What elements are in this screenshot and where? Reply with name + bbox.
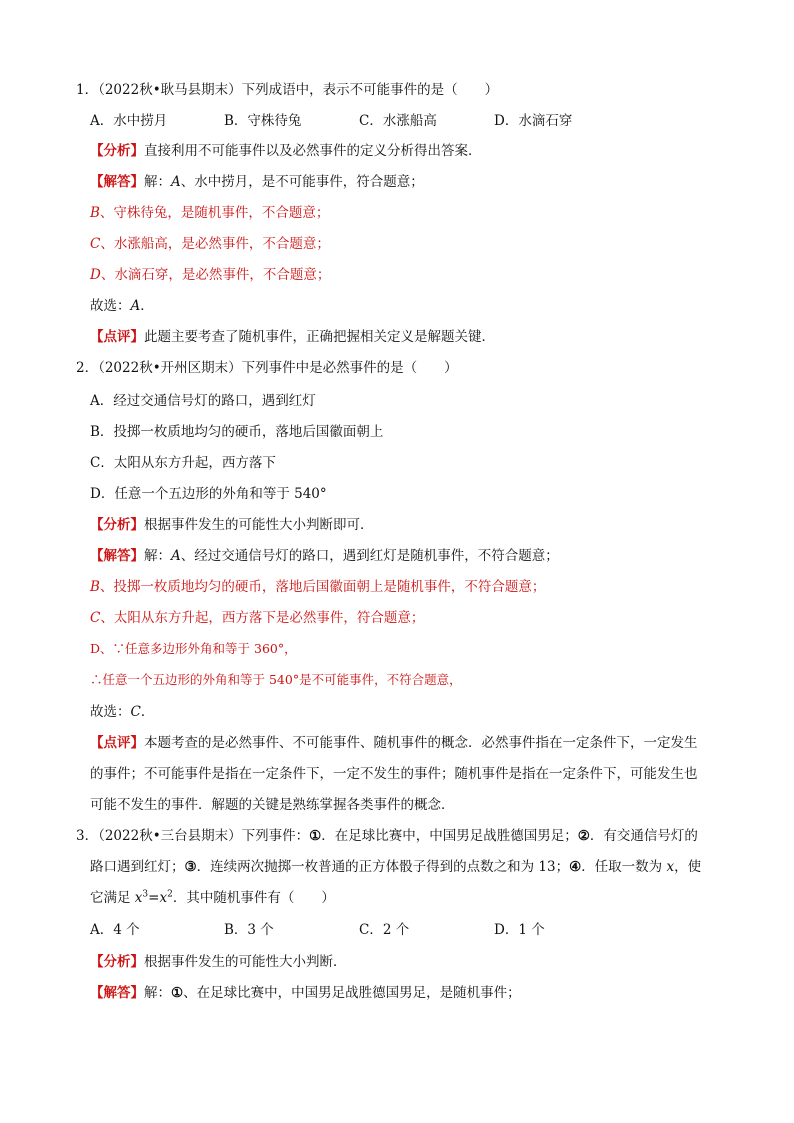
q2-comment-line-1 (90, 733, 698, 753)
q1-solution-prefix: 解： (144, 174, 171, 190)
q3-sol-1: 、在足球比赛中，中国男足战胜德国男足，是随机事件； (183, 985, 521, 1001)
solution-tag: 【解答】 (90, 548, 144, 564)
q2-sol-b-line (90, 577, 545, 597)
q2-comment-line-3: 可能不发生的事件．解题的关键是熟练掌握各类事件的概念． (90, 797, 455, 813)
comment-tag: 【点评】 (90, 329, 144, 345)
q3-event-2b: 路口遇到红灯； (90, 859, 185, 875)
q2-choose-line (90, 702, 154, 722)
q2-sol-a-letter: A (171, 548, 181, 564)
circled-1: ① (171, 985, 184, 1001)
q2-choose-suffix: ． (140, 704, 155, 720)
q2-option-b: B．投掷一枚质地均匀的硬币，落地后国徽面朝上 (90, 424, 384, 440)
q1-sol-d-line (90, 265, 330, 285)
q2-solution-line (90, 546, 559, 566)
q2-number: 2． (76, 360, 99, 376)
q3-solution-line (90, 983, 521, 1003)
q1-sol-b: 、守株待兔，是随机事件，不合题意； (99, 205, 330, 221)
eq-power-2: 2 (167, 889, 173, 900)
q2-sol-c: 、太阳从东方升起，西方落下是必然事件，符合题意； (100, 610, 425, 626)
circled-1: ① (309, 828, 322, 844)
q1-option-c: C．水涨船高 (359, 113, 437, 129)
q1-sol-a-letter: A (171, 174, 181, 190)
circled-2: ② (577, 828, 590, 844)
q3-event-4c: 它满足 (90, 890, 135, 906)
q2-sol-b: 、投掷一枚质地均匀的硬币，落地后国徽面朝上是随机事件，不符合题意； (99, 579, 546, 595)
q2-option-a: A．经过交通信号灯的路口，遇到红灯 (90, 393, 316, 409)
eq-x1: x (134, 890, 143, 906)
q3-event-2a: ．有交通信号灯的 (589, 828, 698, 844)
q3-stem-line-3 (90, 888, 335, 908)
q2-sol-b-letter: B (90, 579, 100, 595)
q2-stem-line (76, 358, 458, 378)
solution-tag: 【解答】 (90, 174, 144, 190)
q3-option-c: C．2 个 (359, 922, 410, 938)
comment-tag: 【点评】 (90, 735, 144, 751)
analysis-tag: 【分析】 (90, 143, 144, 159)
q1-sol-d-letter: D (90, 267, 101, 283)
q2-sol-d-line: D、∵任意多边形外角和等于 360°， (90, 641, 297, 656)
q3-stem-end: ．其中随机事件有（ ） (172, 890, 335, 906)
q2-analysis: 根据事件发生的可能性大小判断即可． (144, 517, 374, 533)
q3-analysis: 根据事件发生的可能性大小判断． (144, 954, 347, 970)
q1-analysis-line (90, 141, 482, 161)
q2-solution-prefix: 解： (144, 548, 171, 564)
q3-stem-text: 下列事件： (241, 828, 310, 844)
q2-analysis-line (90, 515, 374, 535)
q1-choose-suffix: ． (140, 298, 154, 314)
q3-stem-line-2 (90, 857, 701, 877)
q3-option-b: B．3 个 (224, 922, 274, 938)
q2-stem: 下列事件中是必然事件的是（ ） (241, 360, 458, 376)
q2-sol-d2-line: ∴任意一个五边形的外角和等于 540°是不可能事件，不符合题意， (90, 672, 462, 687)
q3-event-4b: ，使 (674, 859, 702, 875)
q2-sol-a: 、经过交通信号灯的路口，遇到红灯是随机事件，不符合题意； (180, 548, 559, 564)
analysis-tag: 【分析】 (90, 517, 144, 533)
q1-stem-line (76, 80, 498, 100)
q1-sol-a: 、水中捞月，是不可能事件，符合题意； (180, 174, 424, 190)
q3-option-d: D．1 个 (494, 922, 545, 938)
eq-equals: = (148, 890, 160, 906)
q2-choose-letter: C (130, 704, 141, 720)
q2-comment-1: 本题考查的是必然事件、不可能事件、随机事件的概念．必然事件指在一定条件下，一定发生 (144, 735, 698, 751)
q1-choose-letter: A (130, 298, 141, 314)
q1-source: （2022秋•耿马县期末） (98, 82, 242, 98)
solution-tag: 【解答】 (90, 985, 144, 1001)
q3-analysis-line (90, 952, 347, 972)
q1-sol-c-line (90, 234, 330, 254)
q2-option-c: C．太阳从东方升起，西方落下 (90, 455, 276, 471)
q3-event-4a: ．任取一数为 (581, 859, 667, 875)
q3-stem-line-1 (76, 826, 698, 846)
q3-number: 3． (76, 828, 99, 844)
analysis-tag: 【分析】 (90, 954, 144, 970)
q1-number: 1． (76, 82, 99, 98)
var-x: x (666, 859, 675, 875)
q1-sol-d: 、水滴石穿，是必然事件，不合题意； (100, 267, 331, 283)
q2-sol-c-line (90, 608, 424, 628)
q2-option-d: D．任意一个五边形的外角和等于 540° (90, 486, 327, 502)
eq-power-3: 3 (142, 889, 149, 900)
q2-choose-prefix: 故选： (90, 704, 131, 720)
q1-comment-line (90, 327, 495, 347)
q3-source: （2022秋•三台县期末） (98, 828, 242, 844)
circled-4: ④ (569, 859, 582, 875)
q3-solution-prefix: 解： (144, 985, 171, 1001)
q1-option-d: D．水滴石穿 (494, 113, 573, 129)
q1-comment: 此题主要考查了随机事件，正确把握相关定义是解题关键． (144, 329, 495, 345)
q1-sol-b-line (90, 203, 329, 223)
q1-option-a: A．水中捞月 (90, 113, 168, 129)
q1-option-b: B．守株待兔 (224, 113, 302, 129)
q2-sol-c-letter: C (90, 610, 101, 626)
q3-event-1: ．在足球比赛中，中国男足战胜德国男足； (321, 828, 578, 844)
q1-choose-line (90, 296, 154, 316)
q3-option-a: A．4 个 (90, 922, 140, 938)
circled-3: ③ (184, 859, 197, 875)
eq-x2: x (159, 890, 168, 906)
q1-choose-prefix: 故选： (90, 298, 131, 314)
q1-sol-c: 、水涨船高，是必然事件，不合题意； (100, 236, 330, 252)
q1-analysis: 直接利用不可能事件以及必然事件的定义分析得出答案． (144, 143, 482, 159)
q1-sol-c-letter: C (90, 236, 101, 252)
q2-comment-line-2: 的事件；不可能事件是指在一定条件下，一定不发生的事件；随机事件是指在一定条件下，可能发生也 (90, 766, 698, 782)
q1-solution-line (90, 172, 424, 192)
q2-source: （2022秋•开州区期末） (98, 360, 242, 376)
q3-event-3: ．连续两次抛掷一枚普通的正方体骰子得到的点数之和为 13； (196, 859, 570, 875)
q1-stem: 下列成语中，表示不可能事件的是（ ） (241, 82, 499, 98)
q1-sol-b-letter: B (90, 205, 100, 221)
